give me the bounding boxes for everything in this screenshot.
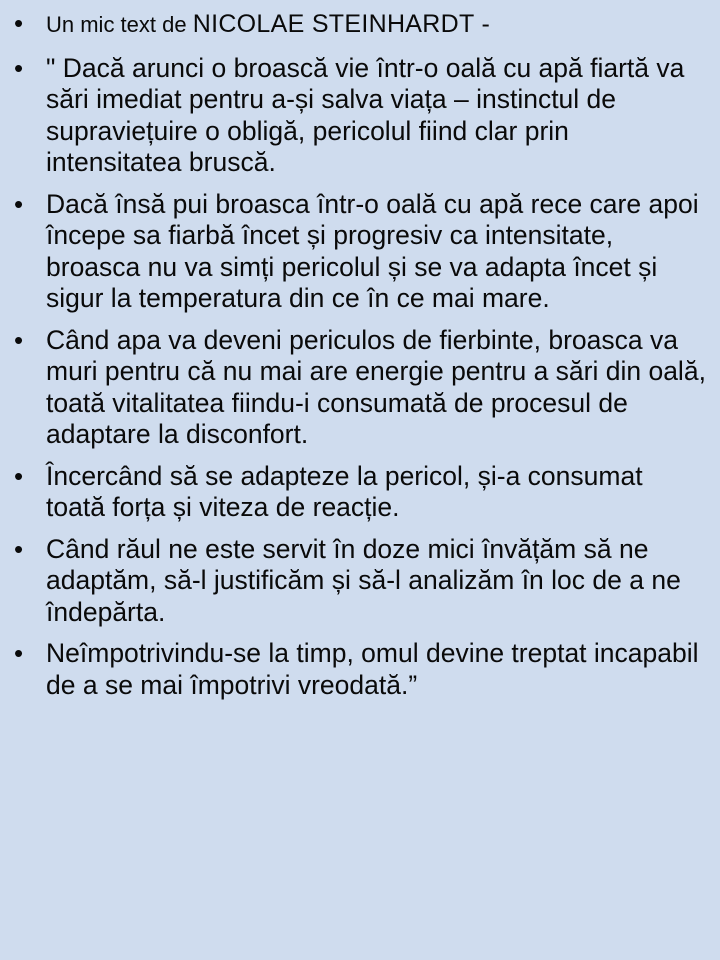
bullet-icon: • bbox=[14, 533, 24, 564]
paragraph-text: Dacă însă pui broasca într-o oală cu apă rece care apoi începe sa fiarbă încet și progresiv ca intensitate, broasca nu va simți pericolul și se va adapta încet și sigur la temperatura din ce în ce mai mare. bbox=[46, 188, 699, 313]
intro-prefix: Un mic text de bbox=[46, 12, 193, 37]
paragraph-1 bbox=[10, 53, 706, 179]
bullet-list bbox=[10, 8, 706, 701]
intro-dash: - bbox=[474, 10, 490, 38]
paragraph-3 bbox=[10, 325, 706, 451]
paragraph-5 bbox=[10, 534, 706, 629]
bullet-icon: • bbox=[14, 188, 24, 219]
paragraph-2 bbox=[10, 189, 706, 315]
paragraph-text: Când apa va deveni periculos de fierbinte, broasca va muri pentru că nu mai are energie pentru a sări din oală, toată vitalitatea fiindu-i consumată de procesul de adaptare la disconfort. bbox=[46, 324, 706, 449]
intro-line bbox=[10, 8, 706, 41]
bullet-icon: • bbox=[14, 8, 24, 38]
paragraph-6 bbox=[10, 638, 706, 701]
paragraph-text: " Dacă arunci o broască vie într-o oală cu apă fiartă va sări imediat pentru a-și salva viața – instinctul de supraviețuire o obligă, pericolul fiind clar prin intensitatea bruscă. bbox=[46, 52, 685, 177]
paragraph-text: Când răul ne este servit în doze mici învățăm să ne adaptăm, să-l justificăm și să-l analizăm în loc de a ne îndepărta. bbox=[46, 533, 681, 627]
paragraph-text: Neîmpotrivindu-se la timp, omul devine treptat incapabil de a se mai împotrivi vreodată.” bbox=[46, 638, 699, 700]
bullet-icon: • bbox=[14, 52, 24, 83]
paragraph-text: Încercând să se adapteze la pericol, și-a consumat toată forța și viteza de reacție. bbox=[46, 460, 643, 522]
paragraph-4 bbox=[10, 461, 706, 524]
bullet-icon: • bbox=[14, 324, 24, 355]
author-name: NICOLAE STEINHARDT bbox=[192, 10, 475, 38]
bullet-icon: • bbox=[14, 460, 24, 491]
bullet-icon: • bbox=[14, 638, 24, 668]
